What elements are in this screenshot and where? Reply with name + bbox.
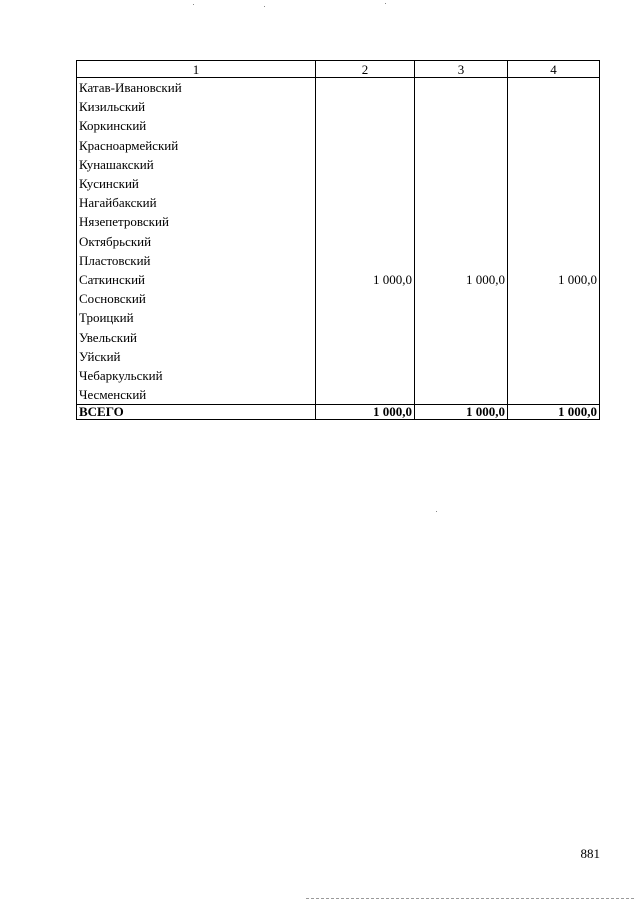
district-name-cell: Троицкий: [77, 308, 316, 327]
district-name-cell: Красноармейский: [77, 136, 316, 155]
district-name-cell: Сосновский: [77, 289, 316, 308]
amount-cell-col2: [316, 97, 415, 116]
amount-cell-col3: [415, 251, 508, 270]
table-row: [77, 136, 600, 155]
amount-cell-col2: [316, 78, 415, 98]
amount-cell-col4: [508, 251, 600, 270]
column-header-2: 2: [316, 61, 415, 78]
amount-cell-col3: [415, 116, 508, 135]
amount-cell-col4: [508, 232, 600, 251]
amount-cell-col3: [415, 174, 508, 193]
amount-cell-col3: [415, 212, 508, 231]
district-name-cell: Уйский: [77, 347, 316, 366]
table-row: [77, 232, 600, 251]
amount-cell-col3: [415, 193, 508, 212]
district-name-cell: Нагайбакский: [77, 193, 316, 212]
amount-cell-col3: [415, 289, 508, 308]
district-name-cell: Чебаркульский: [77, 366, 316, 385]
amount-cell-col4: [508, 193, 600, 212]
bottom-divider: [306, 898, 634, 899]
amount-cell-col3: [415, 308, 508, 327]
district-name-cell: Увельский: [77, 327, 316, 346]
district-name-cell: Пластовский: [77, 251, 316, 270]
table-row: [77, 289, 600, 308]
table-row: [77, 327, 600, 346]
district-name-cell: Катав-Ивановский: [77, 78, 316, 98]
table-row: [77, 270, 600, 289]
amount-cell-col2: [316, 232, 415, 251]
amount-cell-col4: [508, 78, 600, 98]
amount-cell-col4: [508, 136, 600, 155]
total-amount-cell-col4: 1 000,0: [508, 405, 600, 420]
amount-cell-col4: [508, 289, 600, 308]
amount-cell-col4: [508, 308, 600, 327]
district-name-cell: Октябрьский: [77, 232, 316, 251]
scan-speck: [385, 3, 386, 4]
table-row: [77, 193, 600, 212]
amount-cell-col3: [415, 136, 508, 155]
column-number-header-row: [77, 61, 600, 78]
table-row: [77, 116, 600, 135]
amount-cell-col2: [316, 385, 415, 405]
column-header-4: 4: [508, 61, 600, 78]
amount-cell-col2: 1 000,0: [316, 270, 415, 289]
amount-cell-col2: [316, 289, 415, 308]
amount-cell-col2: [316, 212, 415, 231]
total-row: [77, 405, 600, 420]
amount-cell-col4: [508, 366, 600, 385]
district-name-cell: Кусинский: [77, 174, 316, 193]
district-name-cell: Чесменский: [77, 385, 316, 405]
table-row: [77, 212, 600, 231]
district-name-cell: Нязепетровский: [77, 212, 316, 231]
amount-cell-col3: [415, 347, 508, 366]
amount-cell-col4: [508, 347, 600, 366]
amount-cell-col3: 1 000,0: [415, 270, 508, 289]
amount-cell-col3: [415, 327, 508, 346]
amount-cell-col3: [415, 155, 508, 174]
amount-cell-col3: [415, 232, 508, 251]
amount-cell-col3: [415, 97, 508, 116]
amount-cell-col2: [316, 174, 415, 193]
amount-cell-col3: [415, 366, 508, 385]
amount-cell-col2: [316, 136, 415, 155]
amount-cell-col4: 1 000,0: [508, 270, 600, 289]
amount-cell-col2: [316, 116, 415, 135]
amount-cell-col2: [316, 347, 415, 366]
district-funding-table: [76, 60, 600, 420]
amount-cell-col4: [508, 212, 600, 231]
table-row: [77, 251, 600, 270]
table-row: [77, 174, 600, 193]
table-row: [77, 97, 600, 116]
amount-cell-col4: [508, 174, 600, 193]
column-header-3: 3: [415, 61, 508, 78]
column-header-1: 1: [77, 61, 316, 78]
table-row: [77, 308, 600, 327]
district-name-cell: Кунашакский: [77, 155, 316, 174]
district-name-cell: Коркинский: [77, 116, 316, 135]
amount-cell-col4: [508, 327, 600, 346]
amount-cell-col2: [316, 251, 415, 270]
amount-cell-col4: [508, 155, 600, 174]
table-row: [77, 347, 600, 366]
district-name-cell: Саткинский: [77, 270, 316, 289]
scan-speck: [436, 511, 437, 512]
amount-cell-col2: [316, 193, 415, 212]
amount-cell-col2: [316, 308, 415, 327]
table-row: [77, 78, 600, 98]
total-amount-cell-col3: 1 000,0: [415, 405, 508, 420]
amount-cell-col4: [508, 97, 600, 116]
table-row: [77, 385, 600, 405]
scan-speck: [264, 6, 265, 7]
amount-cell-col2: [316, 327, 415, 346]
district-name-cell: Кизильский: [77, 97, 316, 116]
scan-speck: [193, 4, 194, 5]
amount-cell-col2: [316, 155, 415, 174]
amount-cell-col4: [508, 385, 600, 405]
table-row: [77, 366, 600, 385]
amount-cell-col3: [415, 78, 508, 98]
amount-cell-col4: [508, 116, 600, 135]
page-number: 881: [580, 846, 600, 861]
table-body: [77, 78, 600, 420]
amount-cell-col2: [316, 366, 415, 385]
amount-cell-col3: [415, 385, 508, 405]
total-amount-cell-col2: 1 000,0: [316, 405, 415, 420]
table-row: [77, 155, 600, 174]
total-label-cell: ВСЕГО: [77, 405, 316, 420]
